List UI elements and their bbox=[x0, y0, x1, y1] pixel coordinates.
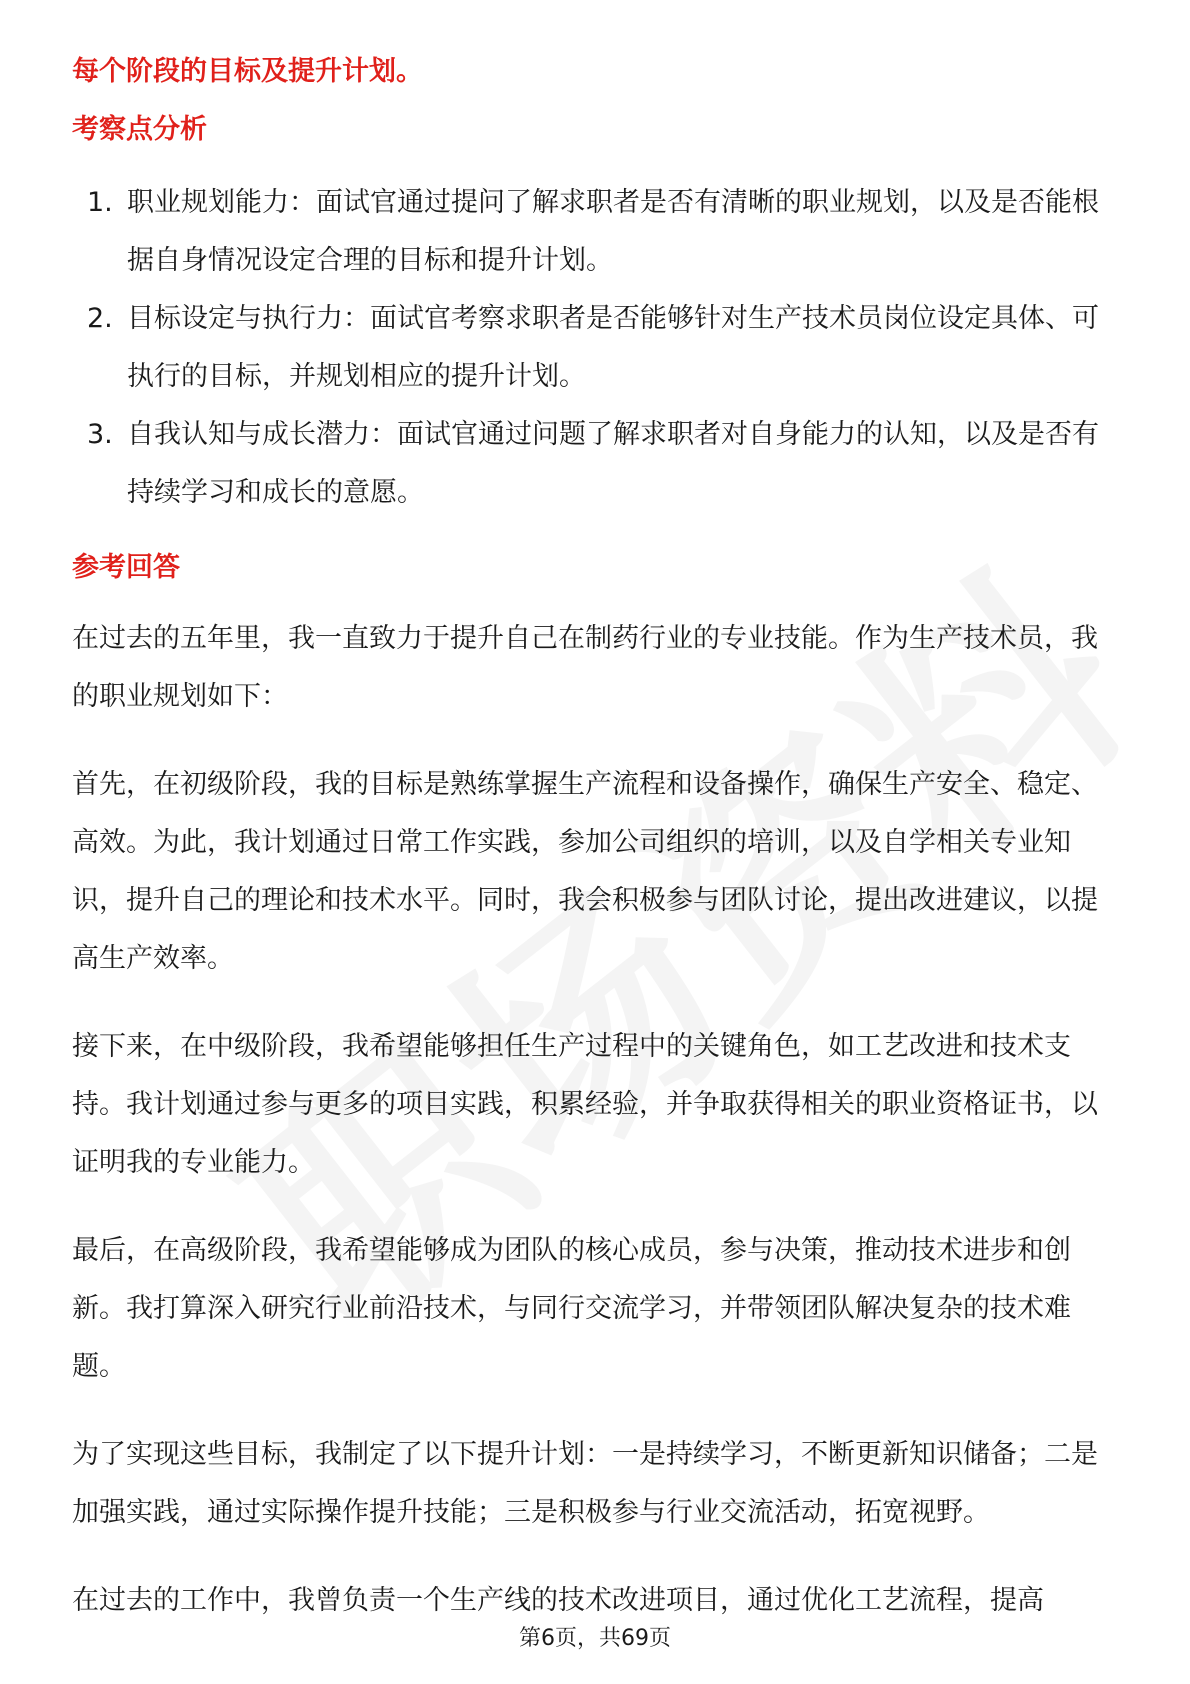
list-item bbox=[72, 174, 1122, 290]
list-item-number: 2. bbox=[87, 303, 113, 334]
answer-paragraph: 在过去的五年里，我一直致力于提升自己在制药行业的专业技能。作为生产技术员，我的职业规划如下： bbox=[72, 623, 1098, 712]
heading-answer: 参考回答 bbox=[72, 552, 180, 583]
answer-paragraph: 接下来，在中级阶段，我希望能够担任生产过程中的关键角色，如工艺改进和技术支持。我计划通过参与更多的项目实践，积累经验，并争取获得相关的职业资格证书，以证明我的专业能力。 bbox=[72, 1031, 1098, 1178]
list-item-text: 自我认知与成长潜力：面试官通过问题了解求职者对自身能力的认知，以及是否有持续学习和成长的意愿。 bbox=[127, 419, 1099, 508]
answer-paragraph: 最后，在高级阶段，我希望能够成为团队的核心成员，参与决策，推动技术进步和创新。我打算深入研究行业前沿技术，与同行交流学习，并带领团队解决复杂的技术难题。 bbox=[72, 1235, 1071, 1382]
list-item-number: 3. bbox=[87, 419, 113, 450]
list-item-text: 目标设定与执行力：面试官考察求职者是否能够针对生产技术员岗位设定具体、可执行的目标，并规划相应的提升计划。 bbox=[127, 303, 1099, 392]
answer-paragraph: 首先，在初级阶段，我的目标是熟练掌握生产流程和设备操作，确保生产安全、稳定、高效。为此，我计划通过日常工作实践，参加公司组织的培训，以及自学相关专业知识，提升自己的理论和技术水平。同时，我会积极参与团队讨论，提出改进建议，以提高生产效率。 bbox=[72, 769, 1098, 974]
page-content bbox=[72, 52, 1122, 1660]
list-item-number: 1. bbox=[87, 187, 113, 218]
list-item bbox=[72, 406, 1122, 522]
analysis-points-list bbox=[72, 174, 1122, 522]
page-number: 第6页，共69页 bbox=[519, 1626, 671, 1651]
heading-goal: 每个阶段的目标及提升计划。 bbox=[72, 56, 423, 87]
heading-analysis: 考察点分析 bbox=[72, 114, 207, 145]
list-item-text: 职业规划能力：面试官通过提问了解求职者是否有清晰的职业规划，以及是否能根据自身情况设定合理的目标和提升计划。 bbox=[127, 187, 1099, 276]
list-item bbox=[72, 290, 1122, 406]
answer-paragraph: 为了实现这些目标，我制定了以下提升计划：一是持续学习，不断更新知识储备；二是加强实践，通过实际操作提升技能；三是积极参与行业交流活动，拓宽视野。 bbox=[72, 1439, 1098, 1528]
answer-paragraph: 在过去的工作中，我曾负责一个生产线的技术改进项目，通过优化工艺流程，提高 bbox=[72, 1585, 1044, 1616]
